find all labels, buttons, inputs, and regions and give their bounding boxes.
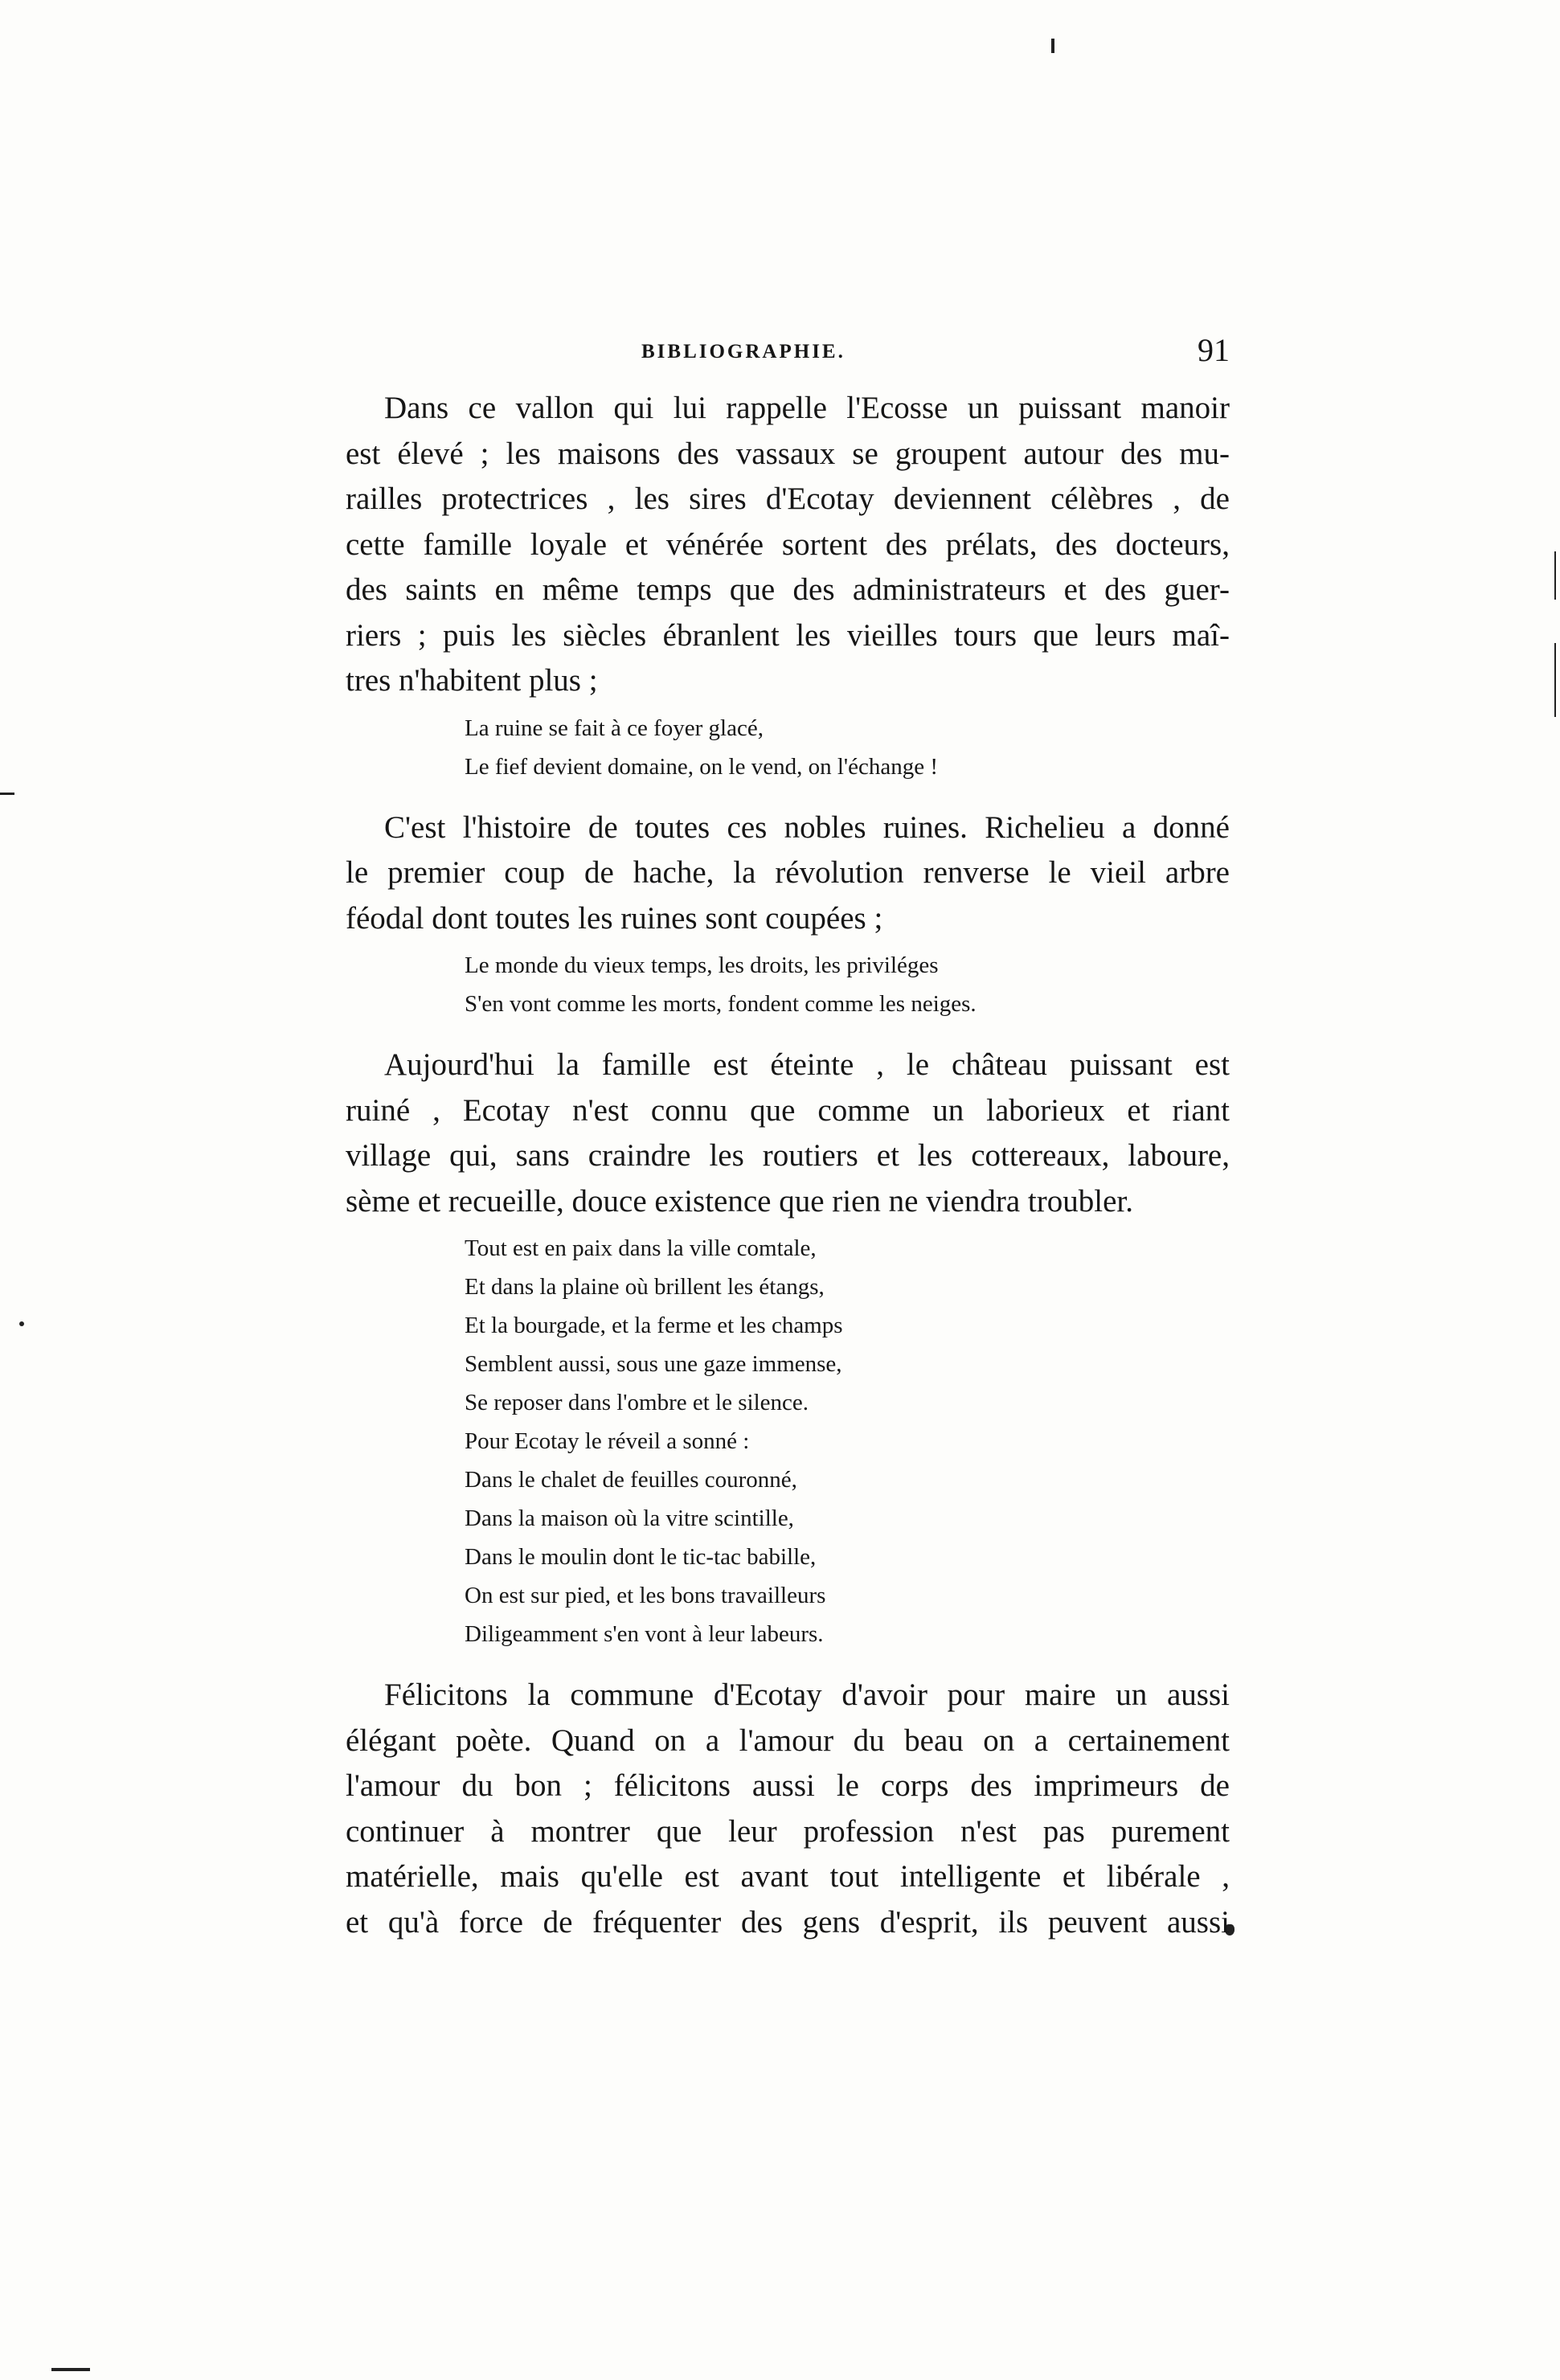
text-line: est élevé ; les maisons des vassaux se groupent autour des mu-: [346, 436, 1230, 471]
text-line: Aujourd'hui la famille est éteinte , le château puissant est: [384, 1047, 1230, 1082]
edge-mark: [1554, 551, 1556, 600]
verse-line: Dans le chalet de feuilles couronné,: [465, 1467, 797, 1493]
text-line: sème et recueille, douce existence que rien ne viendra troubler.: [346, 1183, 1133, 1219]
paragraph-1: [346, 386, 1230, 704]
verse-line: La ruine se fait à ce foyer glacé,: [465, 715, 764, 741]
paragraph-4: [346, 1673, 1230, 1945]
verse-quote-1: [346, 709, 1230, 786]
text-line: le premier coup de hache, la révolution renverse le vieil arbre: [346, 855, 1230, 890]
edge-mark: [51, 2368, 90, 2371]
ink-mark: [1051, 39, 1054, 53]
text-line: élégant poète. Quand on a l'amour du beau on a certainement: [346, 1723, 1230, 1758]
verse-line: Dans le moulin dont le tic-tac babille,: [465, 1544, 817, 1570]
text-line: Félicitons la commune d'Ecotay d'avoir pour maire un aussi: [384, 1677, 1230, 1712]
verse-line: Diligeamment s'en vont à leur labeurs.: [465, 1621, 824, 1647]
text-line: et qu'à force de fréquenter des gens d'esprit, ils peuvent aussi: [346, 1904, 1230, 1940]
body-text: [346, 386, 1230, 1945]
verse-line: Tout est en paix dans la ville comtale,: [465, 1235, 817, 1261]
edge-mark: [1554, 643, 1556, 717]
verse-line: Pour Ecotay le réveil a sonné :: [465, 1428, 750, 1454]
verse-quote-3: [346, 1229, 1230, 1653]
text-line: féodal dont toutes les ruines sont coupées ;: [346, 900, 883, 936]
text-line: cette famille loyale et vénérée sortent des prélats, des docteurs,: [346, 526, 1230, 562]
text-line: riers ; puis les siècles ébranlent les vieilles tours que leurs maî-: [346, 617, 1230, 653]
verse-line: Le monde du vieux temps, les droits, les priviléges: [465, 952, 939, 978]
text-line: matérielle, mais qu'elle est avant tout intelligente et libérale ,: [346, 1859, 1230, 1894]
verse-line: Dans la maison où la vitre scintille,: [465, 1505, 794, 1531]
ink-mark: [19, 1321, 24, 1326]
text-line: ruiné , Ecotay n'est connu que comme un laborieux et riant: [346, 1092, 1230, 1128]
text-line: des saints en même temps que des administrateurs et des guer-: [346, 572, 1230, 607]
verse-line: S'en vont comme les morts, fondent comme les neiges.: [465, 991, 977, 1017]
verse-line: On est sur pied, et les bons travailleurs: [465, 1583, 826, 1608]
paragraph-3: [346, 1043, 1230, 1224]
edge-mark: [0, 793, 14, 795]
page-header: [346, 333, 1230, 381]
paragraph-2: [346, 805, 1230, 942]
text-line: railles protectrices , les sires d'Ecotay deviennent célèbres , de: [346, 481, 1230, 516]
text-line: tres n'habitent plus ;: [346, 663, 598, 698]
verse-line: Le fief devient domaine, on le vend, on l'échange !: [465, 753, 939, 780]
page-number: 91: [1198, 332, 1230, 368]
verse-line: Semblent aussi, sous une gaze immense,: [465, 1351, 842, 1377]
running-head: BIBLIOGRAPHIE.: [641, 341, 846, 363]
text-line: l'amour du bon ; félicitons aussi le corps des imprimeurs de: [346, 1768, 1230, 1803]
verse-line: Et dans la plaine où brillent les étangs,: [465, 1274, 825, 1300]
text-line: continuer à montrer que leur profession n'est pas purement: [346, 1813, 1230, 1849]
verse-line: Se reposer dans l'ombre et le silence.: [465, 1390, 809, 1415]
text-line: C'est l'histoire de toutes ces nobles ruines. Richelieu a donné: [384, 809, 1230, 845]
text-line: village qui, sans craindre les routiers et les cottereaux, laboure,: [346, 1138, 1230, 1173]
text-line: Dans ce vallon qui lui rappelle l'Ecosse un puissant manoir: [384, 391, 1230, 425]
verse-quote-2: [346, 946, 1230, 1023]
verse-line: Et la bourgade, et la ferme et les champs: [465, 1313, 843, 1338]
